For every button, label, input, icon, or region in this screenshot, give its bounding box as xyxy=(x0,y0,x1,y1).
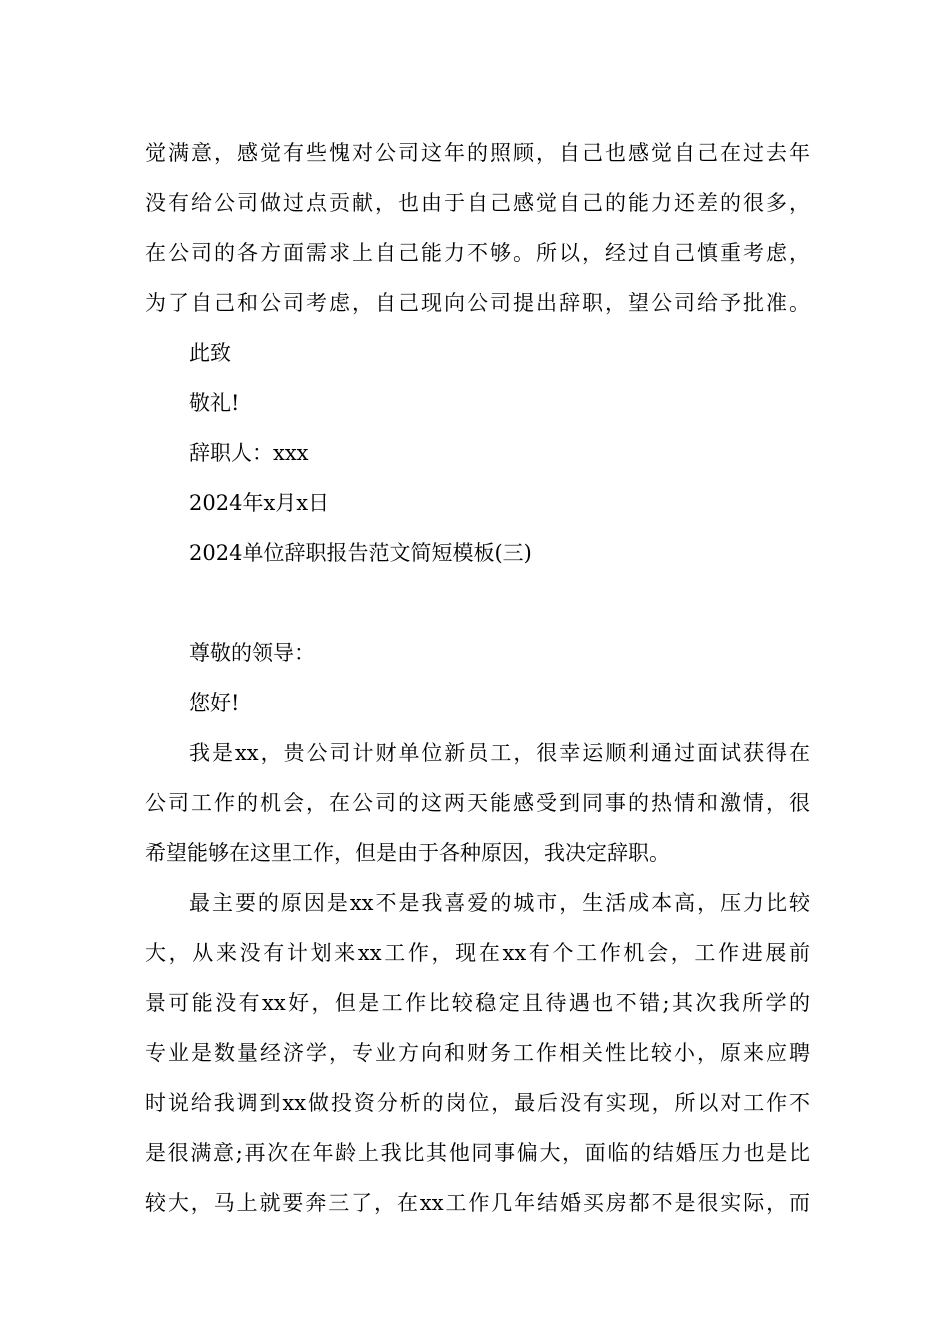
paragraph-3-line-6: 是很满意;再次在年龄上我比其他同事偏大，面临的结婚压力也是比 xyxy=(145,1141,810,1165)
paragraph-3-line-4: 专业是数量经济学，专业方向和财务工作相关性比较小，原来应聘 xyxy=(145,1041,810,1065)
paragraph-1-line-4: 为了自己和公司考虑，自己现向公司提出辞职，望公司给予批准。 xyxy=(145,291,810,315)
signer-line: 辞职人：xxx xyxy=(189,441,309,465)
paragraph-3-line-7: 较大，马上就要奔三了，在xx工作几年结婚买房都不是很实际，而 xyxy=(145,1191,810,1215)
closing-salute: 敬礼! xyxy=(189,391,240,415)
blank-line xyxy=(145,578,810,628)
salutation: 尊敬的领导： xyxy=(189,641,315,665)
document-body xyxy=(145,128,810,1228)
paragraph-1-line-3: 在公司的各方面需求上自己能力不够。所以，经过自己慎重考虑， xyxy=(145,241,810,265)
paragraph-3-line-5: 时说给我调到xx做投资分析的岗位，最后没有实现，所以对工作不 xyxy=(145,1091,810,1115)
greeting: 您好! xyxy=(189,691,240,715)
paragraph-1-line-1: 觉满意，感觉有些愧对公司这年的照顾，自己也感觉自己在过去年 xyxy=(145,141,810,165)
section-title: 2024单位辞职报告范文简短模板(三) xyxy=(189,541,532,565)
closing-respect: 此致 xyxy=(189,341,231,365)
date-line: 2024年x月x日 xyxy=(189,491,330,515)
paragraph-3-line-2: 大，从来没有计划来xx工作，现在xx有个工作机会，工作进展前 xyxy=(145,941,810,965)
paragraph-1-line-2: 没有给公司做过点贡献，也由于自己感觉自己的能力还差的很多， xyxy=(145,191,810,215)
paragraph-2-line-2: 公司工作的机会，在公司的这两天能感受到同事的热情和激情，很 xyxy=(145,791,810,815)
paragraph-3-line-1: 最主要的原因是xx不是我喜爱的城市，生活成本高，压力比较 xyxy=(189,891,810,915)
paragraph-2-line-1: 我是xx，贵公司计财单位新员工，很幸运顺利通过面试获得在 xyxy=(189,741,810,765)
paragraph-2-line-3: 希望能够在这里工作，但是由于各种原因，我决定辞职。 xyxy=(145,841,670,865)
paragraph-3-line-3: 景可能没有xx好，但是工作比较稳定且待遇也不错;其次我所学的 xyxy=(145,991,810,1015)
